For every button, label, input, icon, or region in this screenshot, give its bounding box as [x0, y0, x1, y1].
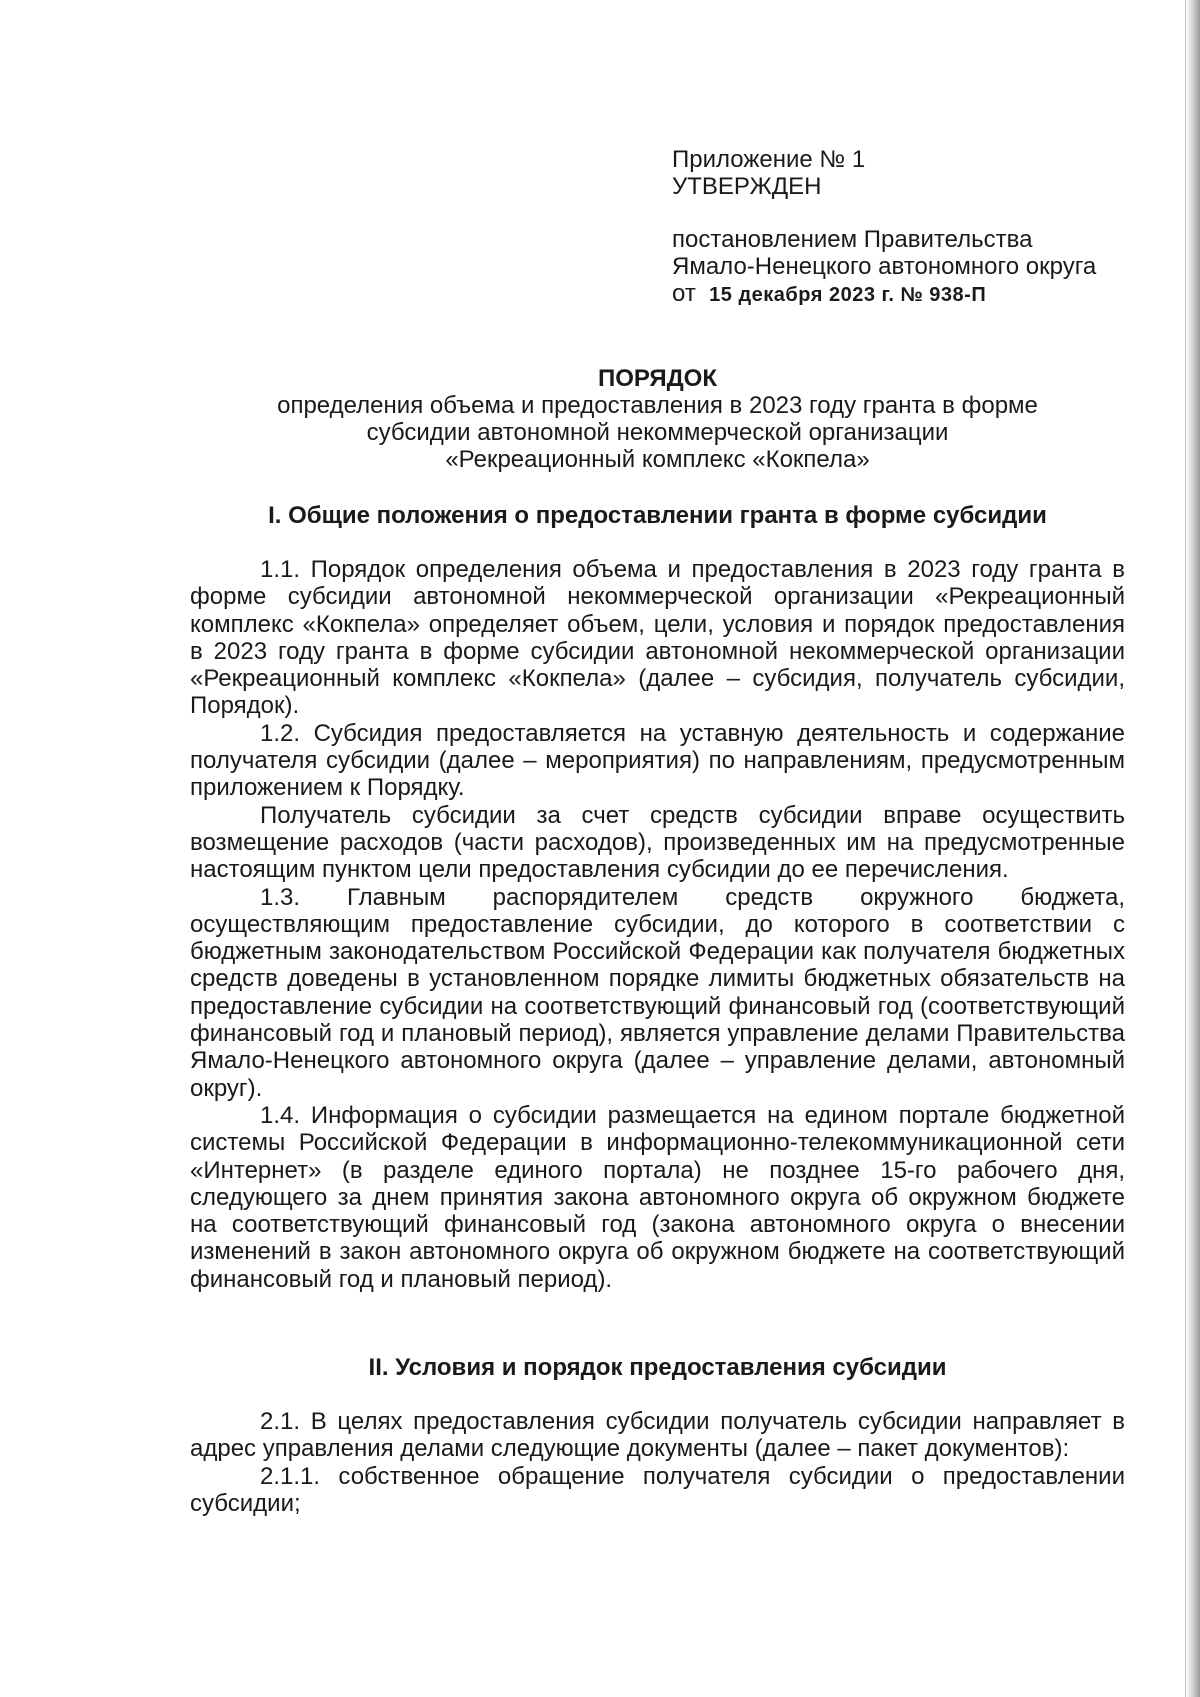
resolution-date-line: [672, 280, 1142, 309]
document-title-block: [190, 365, 1125, 473]
paragraph-1-2-extra: Получатель субсидии за счет средств субсидии вправе осуществить возмещение расходов (части расходов), произведенных им на предусмотренные настоящим пунктом цели предоставления субсидии до ее перечисления.: [190, 801, 1125, 884]
government-name: Ямало-Ненецкого автономного округа: [672, 253, 1097, 280]
title-line-1: определения объема и предоставления в 2023 году гранта в форме: [277, 392, 1038, 419]
title-line-3: «Рекреационный комплекс «Кокпела»: [445, 446, 870, 473]
document-title: ПОРЯДОК: [598, 365, 717, 392]
section-1-body: [190, 556, 1125, 1293]
paragraph-1-4: 1.4. Информация о субсидии размещается на едином портале бюджетной системы Российской Федерации в информационно-телекоммуникационной сети «Интернет» (в разделе единого портала) не позднее 15-го рабочего дня, следующего за днем принятия закона автономного округа об окружном бюджете на соответствующий финансовый год (закона автономного округа о внесении изменений в закон автономного округа об окружном бюджете на соответствующий финансовый год и плановый период).: [190, 1101, 1125, 1293]
approval-gap: [672, 200, 1142, 226]
title-line-2: субсидии автономной некоммерческой организации: [366, 419, 949, 446]
section-1-heading: I. Общие положения о предоставлении гранта в форме субсидии: [268, 502, 1047, 529]
resolution-date-number: 15 декабря 2023 г. № 938-П: [709, 284, 987, 306]
page-edge-shadow: [1186, 0, 1200, 1697]
paragraph-2-1: 2.1. В целях предоставления субсидии получатель субсидии направляет в адрес управления делами следующие документы (далее – пакет документов):: [190, 1408, 1125, 1463]
approved-label: УТВЕРЖДЕН: [672, 173, 822, 200]
section-2-heading: II. Условия и порядок предоставления субсидии: [368, 1354, 947, 1381]
paragraph-1-1: 1.1. Порядок определения объема и предоставления в 2023 году гранта в форме субсидии автономной некоммерческой организации «Рекреационный комплекс «Кокпела» определяет объем, цели, условия и порядок предоставления в 2023 году гранта в форме субсидии автономной некоммерческой организации «Рекреационный комплекс «Кокпела» (далее – субсидия, получатель субсидии, Порядок).: [190, 556, 1125, 720]
section-2-body: [190, 1408, 1125, 1517]
resolution-label: постановлением Правительства: [672, 226, 1033, 253]
paragraph-2-1-1: 2.1.1. собственное обращение получателя субсидии о предоставлении субсидии;: [190, 1462, 1125, 1517]
appendix-number: Приложение № 1: [672, 146, 866, 173]
paragraph-1-2: 1.2. Субсидия предоставляется на уставную деятельность и содержание получателя субсидии (далее – мероприятия) по направлениям, предусмотренным приложением к Порядку.: [190, 719, 1125, 802]
date-prefix: от: [672, 280, 696, 307]
approval-block: [672, 146, 1142, 309]
paragraph-1-3: 1.3. Главным распорядителем средств окружного бюджета, осуществляющим предоставление субсидии, до которого в соответствии с бюджетным законодательством Российской Федерации как получателя бюджетных средств доведены в установленном порядке лимиты бюджетных обязательств на предоставление субсидии на соответствующий финансовый год (соответствующий финансовый год и плановый период), является управление делами Правительства Ямало-Ненецкого автономного округа (далее – управление делами, автономный округ).: [190, 883, 1125, 1102]
